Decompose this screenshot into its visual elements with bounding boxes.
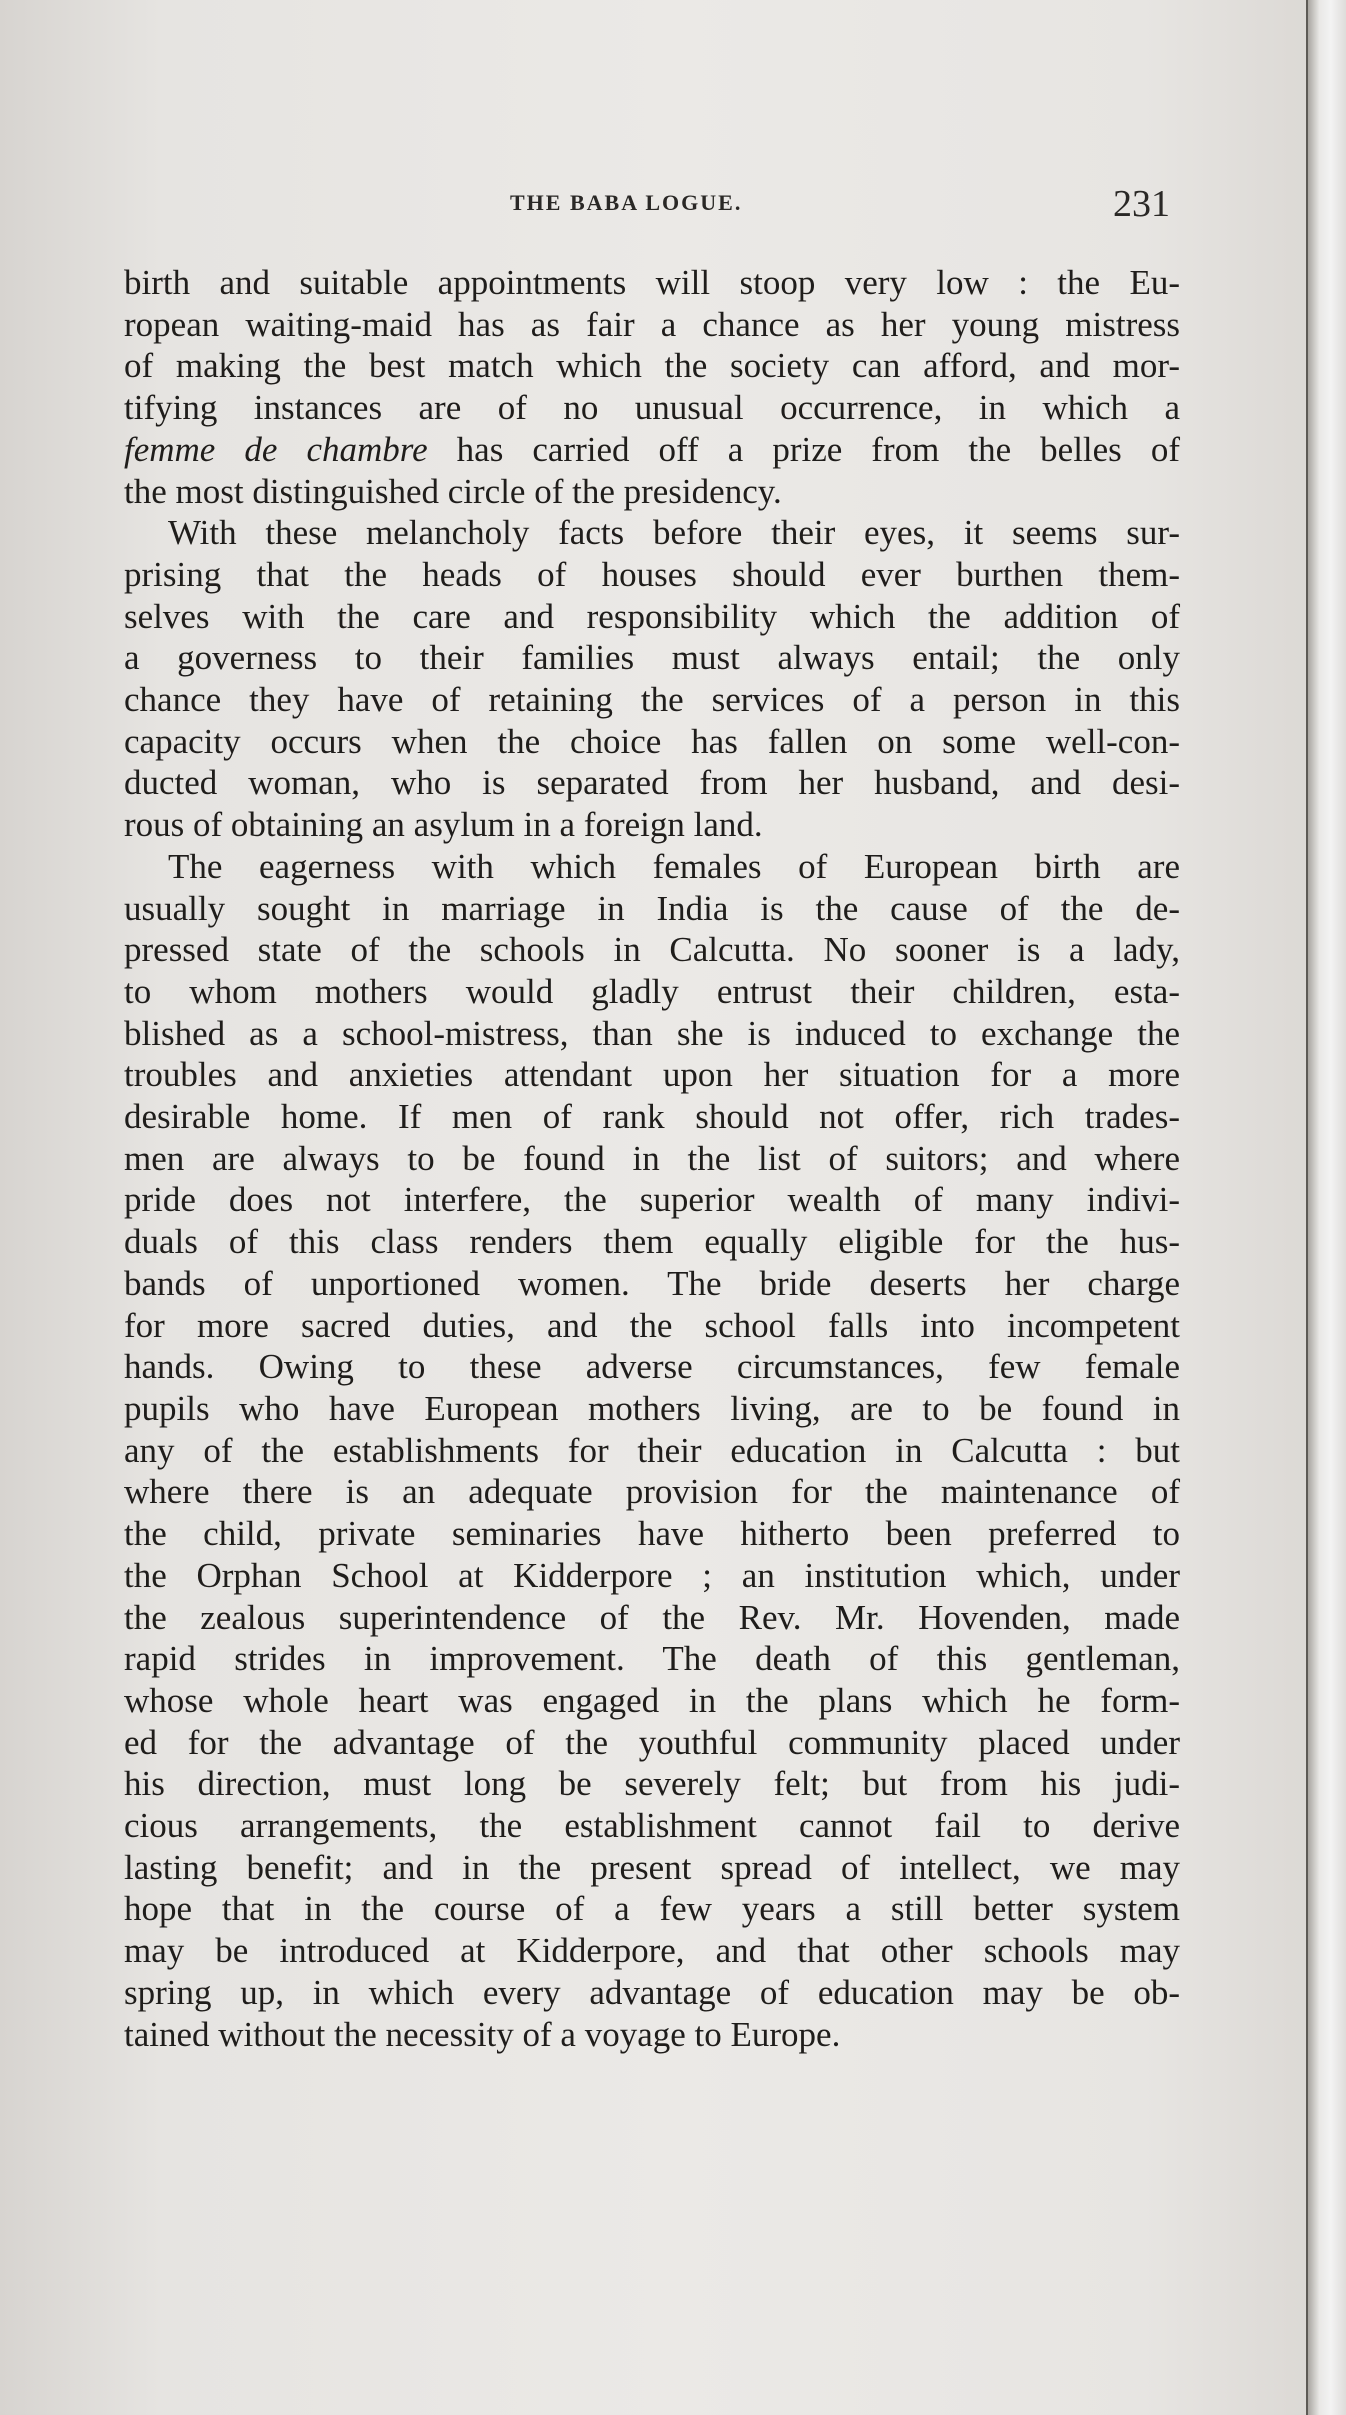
text-line: of making the best match which the society can afford, and mor-	[124, 346, 1180, 386]
text-line: rous of obtaining an asylum in a foreign land.	[124, 805, 763, 845]
text-line: The eagerness with which females of European birth are	[168, 846, 1180, 886]
text-line: capacity occurs when the choice has fallen on some well-con-	[124, 721, 1180, 761]
text-line: lasting benefit; and in the present spread of intellect, we may	[124, 1847, 1180, 1887]
paragraph-3	[124, 846, 1180, 2055]
text-line: hope that in the course of a few years a still better system	[124, 1889, 1180, 1929]
italic-phrase: femme de chambre	[124, 429, 428, 469]
page-number: 231	[1113, 183, 1170, 225]
text-line: the child, private seminaries have hitherto been preferred to	[124, 1514, 1180, 1554]
text-line: where there is an adequate provision for the maintenance of	[124, 1472, 1180, 1512]
text-line: hands. Owing to these adverse circumstances, few female	[124, 1347, 1180, 1387]
text-line: any of the establishments for their education in Calcutta : but	[124, 1430, 1180, 1470]
running-title: THE BABA LOGUE.	[510, 190, 743, 215]
text-line: ropean waiting-maid has as fair a chance as her young mistress	[124, 304, 1180, 344]
text-line: pride does not interfere, the superior wealth of many indivi-	[124, 1180, 1180, 1220]
text-line: birth and suitable appointments will stoop very low : the Eu-	[124, 263, 1180, 302]
running-head	[120, 183, 1180, 238]
text-line: ducted woman, who is separated from her husband, and desi-	[124, 763, 1180, 803]
text-line: a governess to their families must always entail; the only	[124, 638, 1180, 678]
text-line: pupils who have European mothers living, are to be found in	[124, 1388, 1180, 1428]
text-line: usually sought in marriage in India is the cause of the de-	[124, 888, 1180, 928]
text-line: prising that the heads of houses should ever burthen them-	[124, 554, 1180, 594]
text-line: may be introduced at Kidderpore, and that other schools may	[124, 1931, 1180, 1971]
text-line: spring up, in which every advantage of education may be ob-	[124, 1972, 1180, 2012]
paragraph-2	[124, 512, 1180, 846]
text-line: the most distinguished circle of the presidency.	[124, 471, 782, 511]
text-line: men are always to be found in the list of suitors; and where	[124, 1138, 1180, 1178]
page-edge	[1306, 0, 1346, 2415]
text-line: selves with the care and responsibility which the addition of	[124, 596, 1180, 636]
text-line: duals of this class renders them equally eligible for the hus-	[124, 1222, 1180, 1262]
text-line: blished as a school-mistress, than she is induced to exchange the	[124, 1013, 1180, 1053]
text-line: pressed state of the schools in Calcutta. No sooner is a lady,	[124, 930, 1180, 970]
text-line: rapid strides in improvement. The death of this gentleman,	[124, 1639, 1180, 1679]
text-line: his direction, must long be severely felt; but from his judi-	[124, 1764, 1180, 1804]
text-line: cious arrangements, the establishment cannot fail to derive	[124, 1806, 1180, 1846]
text-line: tained without the necessity of a voyage to Europe.	[124, 2014, 841, 2054]
text-line: With these melancholy facts before their eyes, it seems sur-	[168, 513, 1180, 553]
text-line: whose whole heart was engaged in the plans which he form-	[124, 1680, 1180, 1720]
text-line: ed for the advantage of the youthful community placed under	[124, 1722, 1180, 1762]
text-line: chance they have of retaining the services of a person in this	[124, 680, 1180, 720]
text-line: desirable home. If men of rank should not offer, rich trades-	[124, 1097, 1180, 1137]
text-line	[124, 429, 1180, 471]
text-line: the zealous superintendence of the Rev. Mr. Hovenden, made	[124, 1597, 1180, 1637]
text-line: for more sacred duties, and the school falls into incompetent	[124, 1305, 1180, 1345]
text-line: to whom mothers would gladly entrust their children, esta-	[124, 971, 1180, 1011]
text-line: bands of unportioned women. The bride deserts her charge	[124, 1263, 1180, 1303]
body-text	[124, 262, 1180, 2055]
text-line: troubles and anxieties attendant upon her situation for a more	[124, 1055, 1180, 1095]
text-fragment: has carried off a prize from the belles of	[427, 429, 1180, 469]
text-line: the Orphan School at Kidderpore ; an institution which, under	[124, 1555, 1180, 1595]
paragraph-1	[124, 262, 1180, 512]
text-line: tifying instances are of no unusual occurrence, in which a	[124, 388, 1180, 428]
